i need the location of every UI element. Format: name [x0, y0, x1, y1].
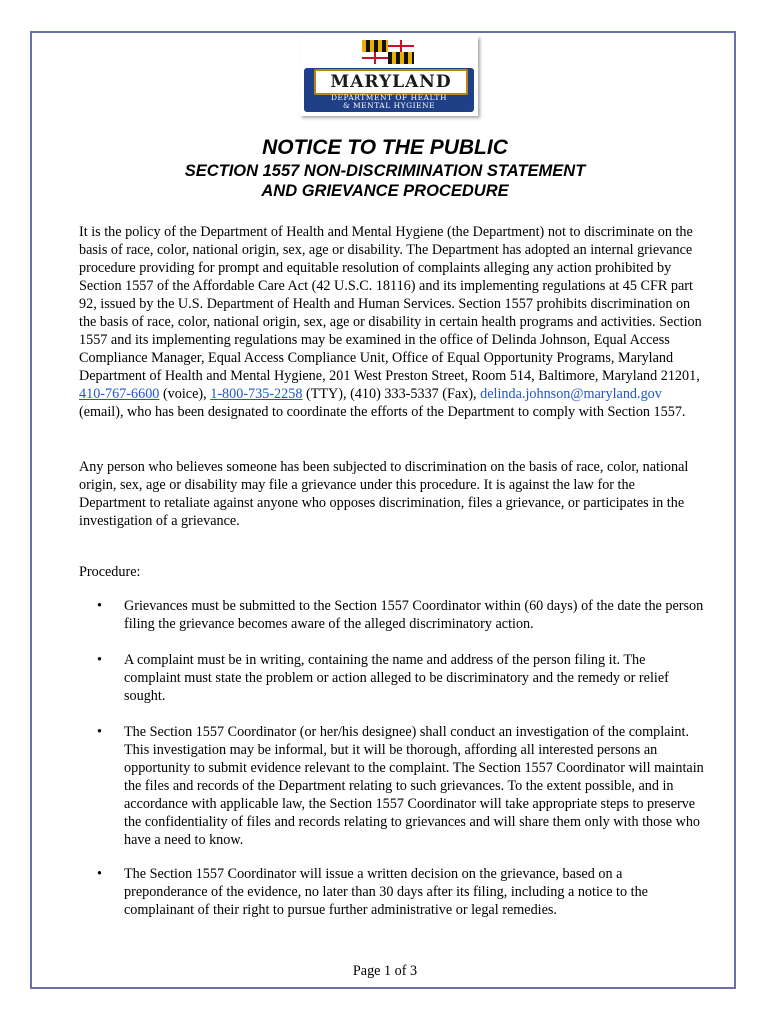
policy-paragraph: It is the policy of the Department of Health and Mental Hygiene (the Department) not to discriminate on the basis of race, color, national origin, sex, age or disability. The Department has adopted an internal grievance procedure providing for prompt and equitable resolution of complaints alleging any action prohibited by Section 1557 of the Affordable Care Act (42 U.S.C. 18116) and its implementing regulations at 45 CFR part 92, issued by the U.S. Department of Health and Human Services. Section 1557 prohibits discrimination on the basis of race, color, national origin, sex, age or disability in certain health programs and activities. Section 1557 and its implementing regulations may be examined in the office of Delinda Johnson, Equal Access Compliance Manager, Equal Access Compliance Unit, Office of Equal Opportunity Programs, Maryland Department of Health and Mental Hygiene, 201 West Preston Street, Room 514, Baltimore, Maryland 21201, 410-767-6600 (voice), 1-800-735-2258 (TTY), (410) 333-5337 (Fax), delinda.johnson@maryland.gov (email), who has been designated to coordinate the efforts of the Department to comply with Section 1557. [79, 224, 702, 420]
email-link[interactable]: delinda.johnson@maryland.gov [480, 386, 662, 402]
logo-subtitle: DEPARTMENT OF HEALTH & MENTAL HYGIENE [331, 93, 447, 110]
bullet-icon: • [97, 598, 102, 614]
section-subtitle: SECTION 1557 NON-DISCRIMINATION STATEMENT [184, 162, 586, 180]
procedure-label: Procedure: [79, 564, 141, 580]
grievance-paragraph: Any person who believes someone has been subjected to discrimination on the basis of race, color, national origin, sex, age or disability may file a grievance under this procedure. It is against the law for the Department to retaliate against anyone who opposes discrimination, files a grievance, or participates in the investigation of a grievance. [79, 459, 689, 529]
maryland-dhmh-logo [300, 36, 478, 116]
phone-link[interactable]: 410-767-6600 [79, 386, 160, 402]
bullet-icon: • [97, 652, 102, 668]
section-subtitle-2: AND GRIEVANCE PROCEDURE [261, 182, 509, 200]
tty-link[interactable]: 1-800-735-2258 [210, 386, 303, 402]
logo-wordmark: MARYLAND [314, 69, 468, 95]
bullet-icon: • [97, 866, 102, 882]
maryland-flag-icon [362, 40, 414, 64]
bullet-icon: • [97, 724, 102, 740]
page-title: NOTICE TO THE PUBLIC [262, 136, 508, 159]
page-number: Page 1 of 3 [352, 963, 418, 979]
